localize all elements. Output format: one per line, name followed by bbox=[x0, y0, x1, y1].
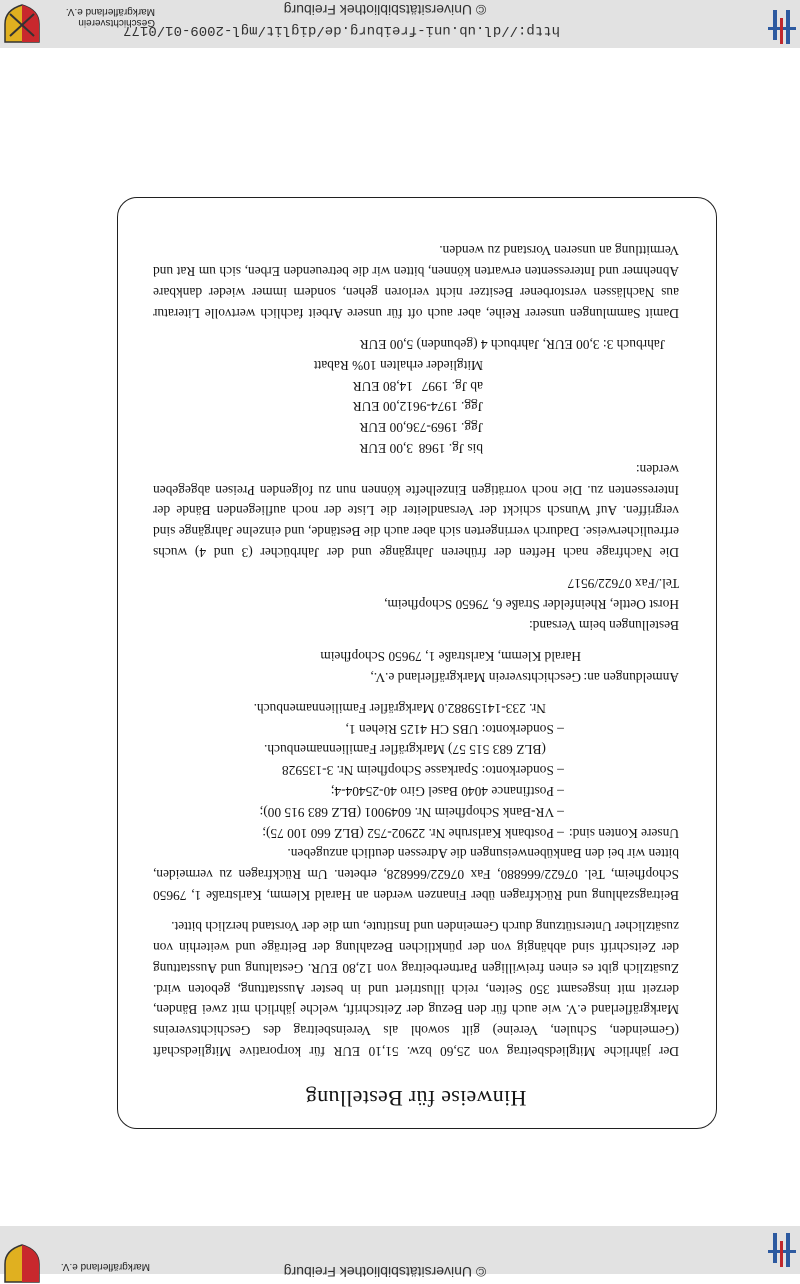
registration-line: Harald Klemm, Karlstraße 1, 79650 Schopfheim bbox=[320, 648, 581, 664]
account-line: – Postbank Karlsruhe Nr. 22902-752 (BLZ 660 100 75); bbox=[262, 825, 564, 841]
yearbook-prices: Jahrbuch 3: 3,00 EUR, Jahrbuch 4 (gebunden) 5,00 EUR bbox=[359, 336, 665, 352]
price-year: Jgg. 1969-73 bbox=[413, 420, 483, 436]
price-value: 14,80 EUR bbox=[352, 378, 413, 394]
price-value: 3,00 EUR bbox=[359, 440, 413, 456]
member-discount: Mitglieder erhalten 10% Rabatt bbox=[313, 357, 483, 373]
footer-copyright: © Universitätsbibliothek Freiburg bbox=[283, 1264, 487, 1280]
registration-label: Anmeldungen an: bbox=[583, 669, 679, 685]
notice-heading: Hinweise für Bestellung bbox=[305, 1086, 527, 1111]
society-crest-icon bbox=[2, 4, 42, 44]
accounts-block bbox=[153, 697, 679, 843]
membership-paragraph: Der jährliche Mitgliedsbeitrag von 25,60 bzw. 51,10 EUR für korporative Mitgliedschaft (Gemeinden, Schulen, Vereine) gilt sowohl als Vereinsbeitrag des Geschichtsvereins Markgräflerland e.V. wie auch für den Bezug der Zeitschrift, welche jährlich mit zwei Bänden, derzeit mit insgesamt 350 Seiten, reich illustriert und in bester Ausstattung, geboten wird. Zusätzlich gibt es einen freiwilligen Partnerbeitrag von 12,80 EUR. Gestaltung und Ausstattung der Zeitschrift sind abhängig von der pünktlichen Bezahlung der Beiträge und weiterhin von zusätzlicher Unterstützung durch Gemeinden und Institute, um die der Vorstand herzlich bittet. bbox=[153, 919, 679, 1059]
price-row bbox=[353, 396, 483, 417]
accounts-list bbox=[254, 697, 564, 843]
price-year: bis Jg. 1968 bbox=[418, 440, 483, 456]
registration-line: Geschichtsverein Markgräflerland e.V., bbox=[370, 669, 581, 685]
header-copyright: © Universitätsbibliothek Freiburg bbox=[283, 2, 487, 18]
notice-body bbox=[153, 240, 679, 1061]
shipping-line: Horst Oettle, Rheinfelder Straße 6, 79650 Schopfheim, bbox=[384, 596, 679, 612]
accounts-intro: Unsere Konten sind: bbox=[568, 825, 679, 841]
account-line: (BLZ 683 515 57) Markgräfler Familiennamenbuch. bbox=[264, 742, 546, 758]
shipping-line: Tel./Fax 07622/9517 bbox=[567, 576, 679, 592]
price-table bbox=[353, 375, 483, 458]
account-line: – Postfinance 4040 Basel Giro 40-25404-4; bbox=[330, 784, 564, 800]
viewer-header-bar bbox=[0, 0, 800, 48]
library-logo-icon bbox=[766, 1233, 796, 1267]
society-name-line: Geschichtsverein bbox=[78, 17, 155, 28]
order-notice-card bbox=[117, 197, 717, 1129]
registration-block bbox=[153, 645, 679, 687]
payment-paragraph: Beitragszahlung und Rückfragen über Finanzen werden an Harald Klemm, Karlstraße 1, 79650 Schopfheim, Tel. 07622/666880, Fax 07622/666828, erbeten. Um Rückfragen zu vermeiden, bitten wir bei den Bankübenweisungen die Adressen deutlich anzugeben. bbox=[153, 846, 679, 904]
document-url[interactable]: http://dl.ub.uni-freiburg.de/diglit/mgl-2009-01/0177 bbox=[123, 22, 560, 38]
society-crest-icon bbox=[2, 1244, 42, 1284]
account-line: Nr. 233-14159882.0 Markgräfler Familiennamenbuch. bbox=[253, 700, 546, 716]
footer-society-label: Markgräflerland e.V. bbox=[60, 1261, 150, 1272]
viewer-footer-bar bbox=[0, 1226, 800, 1280]
price-year: Jgg. 1974-96 bbox=[413, 399, 483, 415]
price-row bbox=[353, 437, 483, 458]
price-value: 6,00 EUR bbox=[359, 420, 413, 436]
library-logo-icon bbox=[766, 10, 796, 44]
shipping-intro: Bestellungen beim Versand: bbox=[529, 617, 679, 633]
price-year: ab Jg. 1997 bbox=[421, 378, 483, 394]
price-value: 12,00 EUR bbox=[352, 399, 413, 415]
society-name-line: Markgräflerland e.V. bbox=[65, 6, 155, 17]
account-line: – Sonderkonto: UBS CH 4125 Riehen 1, bbox=[345, 721, 564, 737]
estate-paragraph: Damit Sammlungen unserer Reihe, aber auch oft für unsere Arbeit fachlich wertvolle Literatur aus Nachlässen verstorbener Besitzer nicht verloren gehen, sondern immer wieder dankbare Abnehmer und Interessenten erwarten können, bitten wir die betreuenden Erben, sich um Rat und Vermittlung an unseren Vorstand zu wenden. bbox=[153, 243, 679, 321]
account-line: – VR-Bank Schopfheim Nr. 6049001 (BLZ 683 915 00); bbox=[259, 804, 564, 820]
back-issues-paragraph: Die Nachfrage nach Heften der früheren Jahrgänge und der Jahrbücher (3 und 4) wuchs erfreulicherweise. Dadurch verringerten sich aber auch die Bestände, und einzelne Jahrgänge sind vergriffen. Auf Wunsch schickt der Versandleiter die Liste der noch aufliegenden Bände der Interessenten zu. Die noch vorrätigen Einzelhefte können nun zu folgenden Preisen abgegeben werden: bbox=[153, 461, 679, 560]
account-line: – Sonderkonto: Sparkasse Schopfheim Nr. 3-135928 bbox=[281, 763, 564, 779]
price-row bbox=[353, 375, 483, 396]
price-row bbox=[353, 416, 483, 437]
